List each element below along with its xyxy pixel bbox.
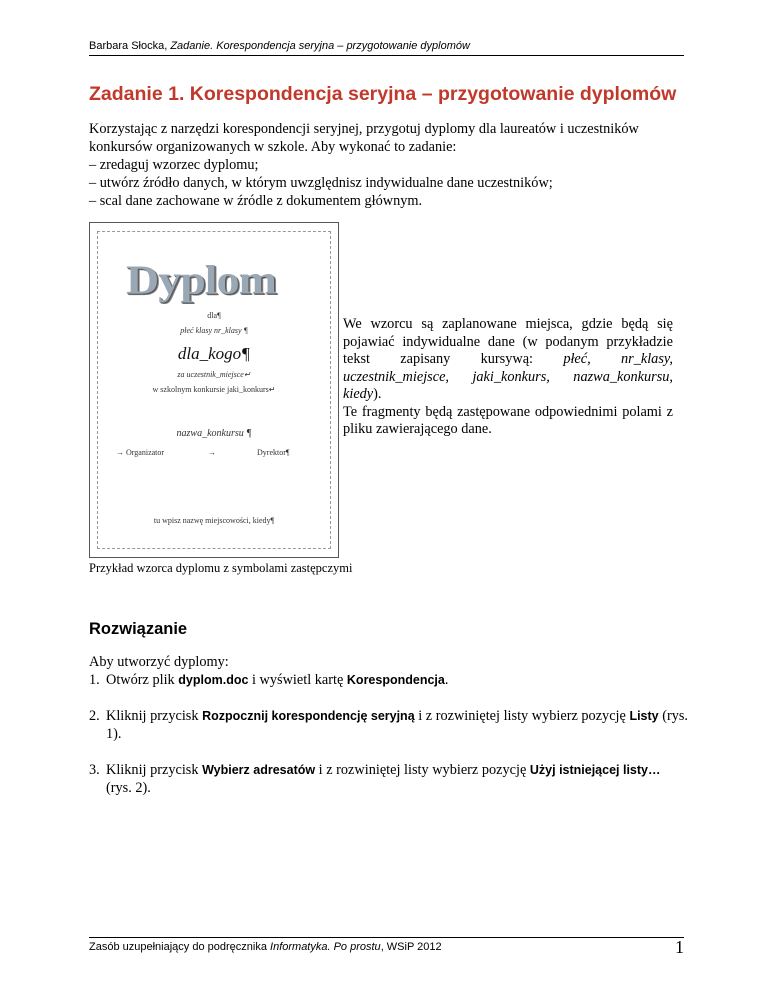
template-description (343, 316, 673, 439)
step-ui-label: dyplom.doc (178, 673, 249, 687)
step-ui-label: Listy (629, 709, 659, 723)
step-text-part: . (444, 672, 449, 688)
step-text (106, 707, 689, 743)
solution-heading: Rozwiązanie (89, 620, 188, 638)
task-item: – scal dane zachowane w źródle z dokumentem głównym. (89, 192, 689, 210)
diploma-template-image (89, 222, 339, 558)
task-intro (89, 120, 689, 210)
description-paragraph (343, 316, 673, 404)
description-fields: płeć, nr_klasy, uczestnik_miejsce, jaki_konkurs, nazwa_konkursu, kiedy (343, 351, 674, 402)
solution-steps (89, 653, 689, 815)
diploma-za-line: za uczestnik_miejsce↵ (177, 370, 251, 379)
footer-publisher: , WSiP 2012 (380, 941, 442, 953)
step-text-part: (rys. 2). (106, 780, 151, 796)
page-footer (89, 937, 684, 957)
step-text-part: Otwórz plik (106, 672, 179, 688)
diploma-dyrektor: Dyrektor¶ (257, 448, 290, 457)
header-title: Zadanie. Korespondencja seryjna – przygotowanie dyplomów (170, 40, 470, 52)
diploma-title: Dyplom (126, 256, 276, 303)
step-number: 3. (89, 762, 100, 778)
step-ui-label: Rozpocznij korespondencję seryjną (202, 709, 415, 723)
description-text: We wzorcu są zaplanowane miejsca, gdzie będą się pojawiać indywidualne dane (w podanym przykładzie tekst zapisany kursywą: (343, 316, 673, 367)
footer-text: Zasób uzupełniający do podręcznika (89, 941, 271, 953)
diploma-dla: dla¶ (207, 311, 221, 320)
page-header (89, 40, 684, 56)
step-text (106, 761, 689, 797)
step-ui-label: Wybierz adresatów (202, 763, 316, 777)
steps-intro: Aby utworzyć dyplomy: (89, 654, 229, 670)
diploma-organizator: → Organizator (116, 448, 165, 457)
diploma-tab-arrow: → (208, 448, 216, 457)
step-ui-label: Użyj istniejącej listy… (529, 763, 661, 777)
page-number: 1 (675, 937, 684, 957)
step-number: 2. (89, 708, 100, 724)
diploma-bottom-line: tu wpisz nazwę miejscowości, kiedy¶ (153, 516, 275, 525)
step-ui-label: Korespondencja (346, 673, 445, 687)
description-paragraph-2: Te fragmenty będą zastępowane odpowiednimi polami z pliku zawierającego dane. (343, 403, 673, 437)
step-text-part: (rys. 1). (106, 708, 689, 742)
page-title: Zadanie 1. Korespondencja seryjna – przygotowanie dyplomów (89, 83, 677, 105)
step-text (106, 671, 448, 689)
task-list (89, 156, 689, 210)
diploma-konkurs-line: w szkolnym konkursie jaki_konkurs↵ (152, 385, 276, 394)
task-item: – utwórz źródło danych, w którym uwzględnisz indywidualne dane uczestników; (89, 174, 689, 192)
header-author: Barbara Słocka, (89, 40, 171, 52)
diploma-dla-kogo: dla_kogo¶ (177, 344, 251, 363)
step-item (89, 707, 689, 743)
step-item (89, 671, 689, 689)
diploma-plec-line: płeć klasy nr_klasy ¶ (180, 326, 248, 335)
task-item: – zredaguj wzorzec dyplomu; (89, 156, 689, 174)
step-text-part: i z rozwiniętej listy wybierz pozycję (315, 762, 530, 778)
step-text-part: Kliknij przycisk (106, 762, 203, 778)
figure-caption: Przykład wzorca dyplomu z symbolami zastępczymi (89, 561, 353, 575)
intro-paragraph: Korzystając z narzędzi korespondencji seryjnej, przygotuj dyplomy dla laureatów i uczestników konkursów organizowanych w szkole. Aby wykonać to zadanie: (89, 121, 639, 155)
step-text-part: i z rozwiniętej listy wybierz pozycję (414, 708, 630, 724)
step-text-part: i wyświetl kartę (248, 672, 347, 688)
footer-book-title: Informatyka. Po prostu (270, 941, 381, 953)
diploma-nazwa: nazwa_konkursu ¶ (176, 428, 252, 439)
step-text-part: Kliknij przycisk (106, 708, 203, 724)
step-number: 1. (89, 672, 100, 688)
step-item (89, 761, 689, 797)
description-end: ). (373, 386, 382, 402)
